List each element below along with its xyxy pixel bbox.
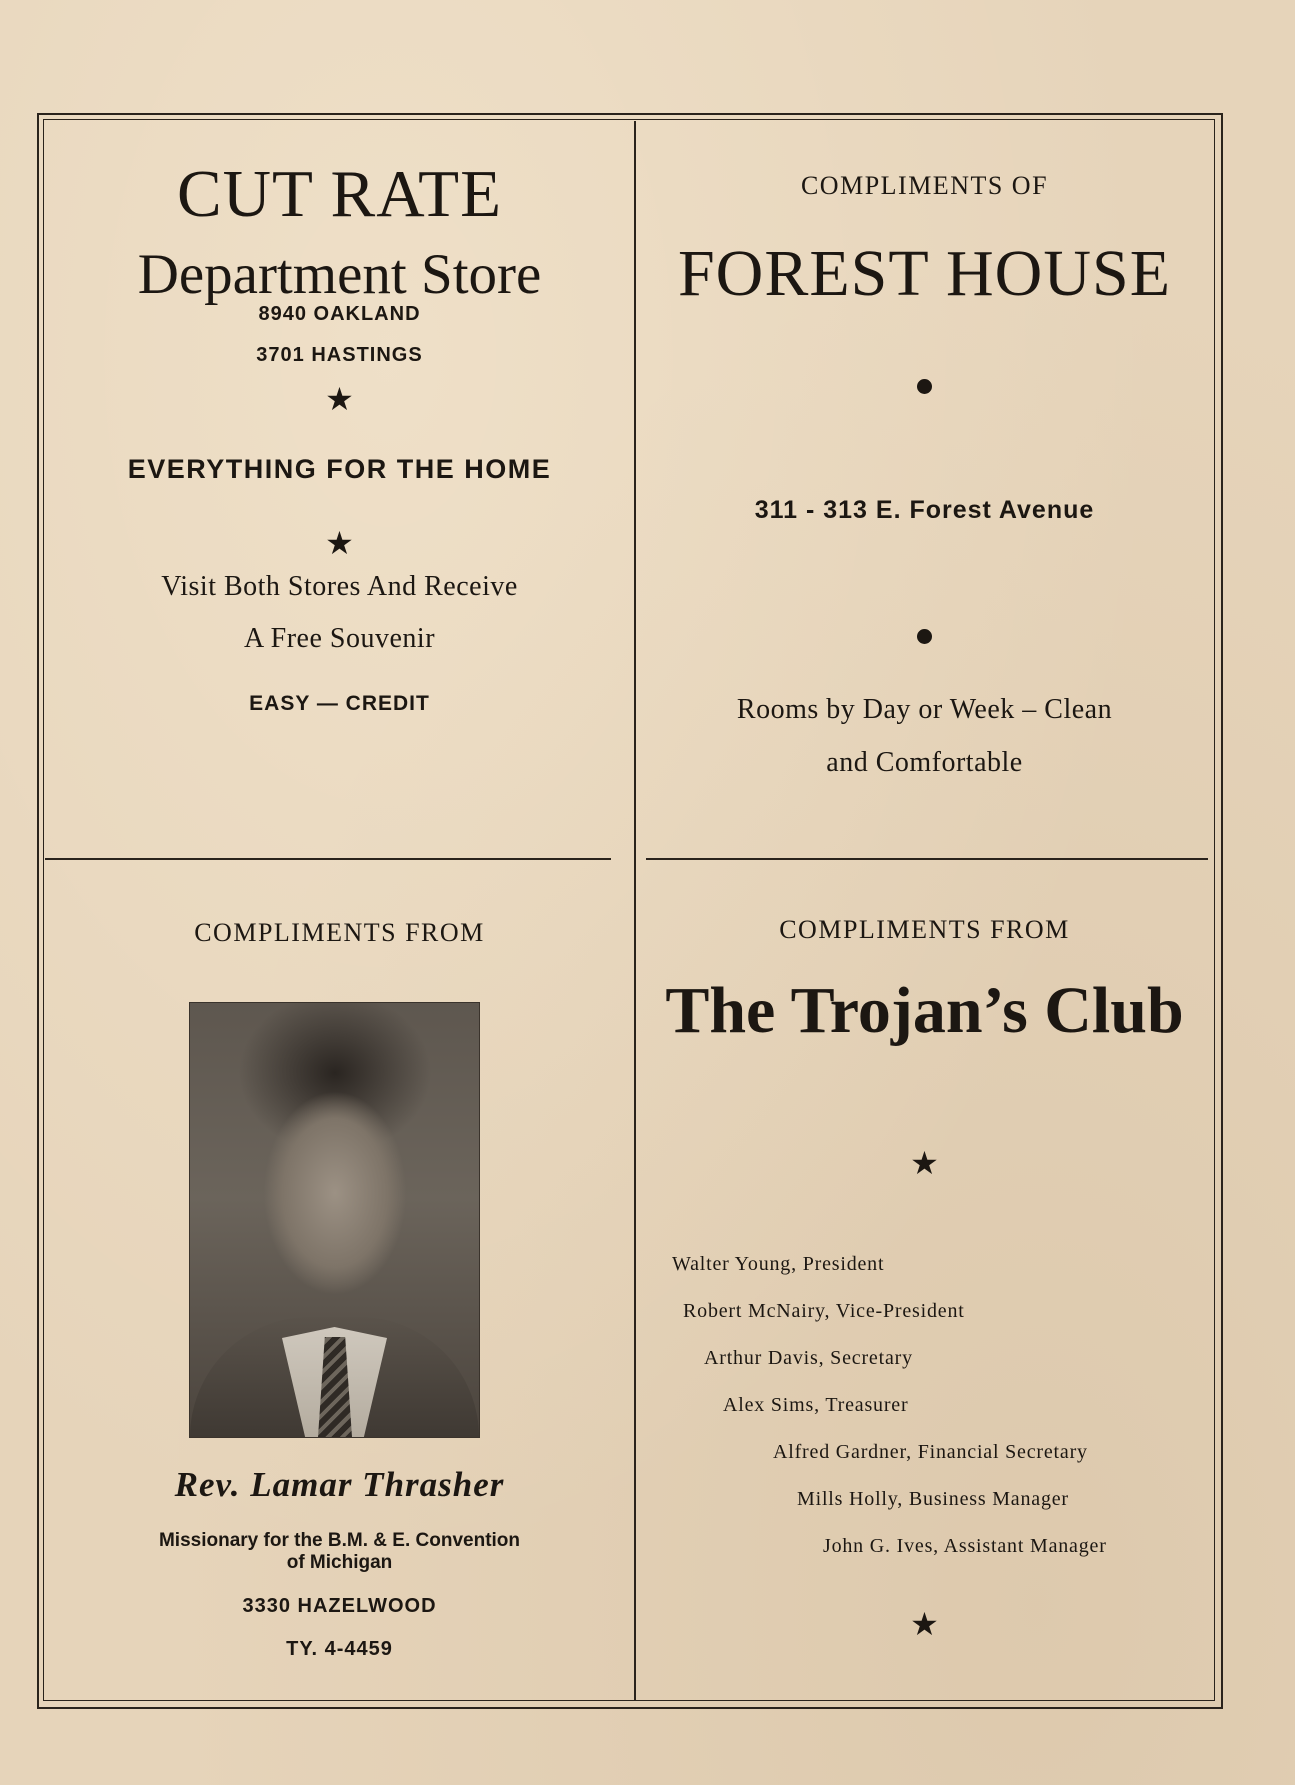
officer-item: Walter Young, President: [672, 1253, 885, 1275]
cut-rate-ad: [45, 121, 634, 858]
bullet-dot-icon: [636, 629, 1213, 644]
officer-item: Robert McNairy, Vice-President: [683, 1300, 965, 1322]
trojans-heading: COMPLIMENTS FROM: [779, 915, 1070, 944]
forest-house-ad: [636, 121, 1213, 858]
forest-house-line-1: Rooms by Day or Week – Clean: [736, 694, 1113, 725]
star-icon: ★: [910, 1145, 939, 1181]
forest-house-address: 311 - 313 E. Forest Avenue: [754, 496, 1095, 524]
thrasher-name: Rev. Lamar Thrasher: [174, 1465, 505, 1504]
officer-item: Arthur Davis, Secretary: [704, 1347, 913, 1369]
trojans-club-ad: [636, 860, 1213, 1699]
thrasher-role-2: of Michigan: [286, 1552, 393, 1573]
portrait-photo: [189, 1002, 480, 1438]
officer-item: Alex Sims, Treasurer: [723, 1394, 909, 1416]
thrasher-role-1: Missionary for the B.M. & E. Convention: [158, 1530, 521, 1551]
cut-rate-address-2: 3701 HASTINGS: [256, 344, 423, 366]
cut-rate-promo-2: A Free Souvenir: [243, 623, 436, 654]
forest-house-title: FOREST HOUSE: [677, 237, 1172, 310]
thrasher-heading: COMPLIMENTS FROM: [194, 918, 485, 947]
trojans-title: The Trojan’s Club: [665, 974, 1184, 1047]
officer-item: Alfred Gardner, Financial Secretary: [773, 1441, 1088, 1463]
cut-rate-credit: EASY — CREDIT: [249, 692, 430, 715]
bullet-dot-icon: [636, 379, 1213, 394]
forest-house-line-2: and Comfortable: [826, 747, 1023, 778]
officer-item: John G. Ives, Assistant Manager: [823, 1535, 1107, 1557]
cut-rate-title: CUT RATE: [176, 157, 503, 231]
officer-item: Mills Holly, Business Manager: [797, 1488, 1069, 1510]
cut-rate-tagline: EVERYTHING FOR THE HOME: [127, 454, 552, 484]
forest-house-heading: COMPLIMENTS OF: [800, 171, 1049, 200]
cut-rate-promo-1: Visit Both Stores And Receive: [161, 571, 518, 602]
cut-rate-subtitle: Department Store: [137, 243, 542, 306]
cut-rate-address-1: 8940 OAKLAND: [258, 303, 421, 325]
star-icon: ★: [325, 525, 354, 561]
star-icon: ★: [325, 381, 354, 417]
thrasher-phone: TY. 4-4459: [286, 1638, 393, 1660]
thrasher-address: 3330 HAZELWOOD: [242, 1595, 437, 1617]
thrasher-ad: [45, 860, 634, 1699]
star-icon: ★: [910, 1606, 939, 1642]
